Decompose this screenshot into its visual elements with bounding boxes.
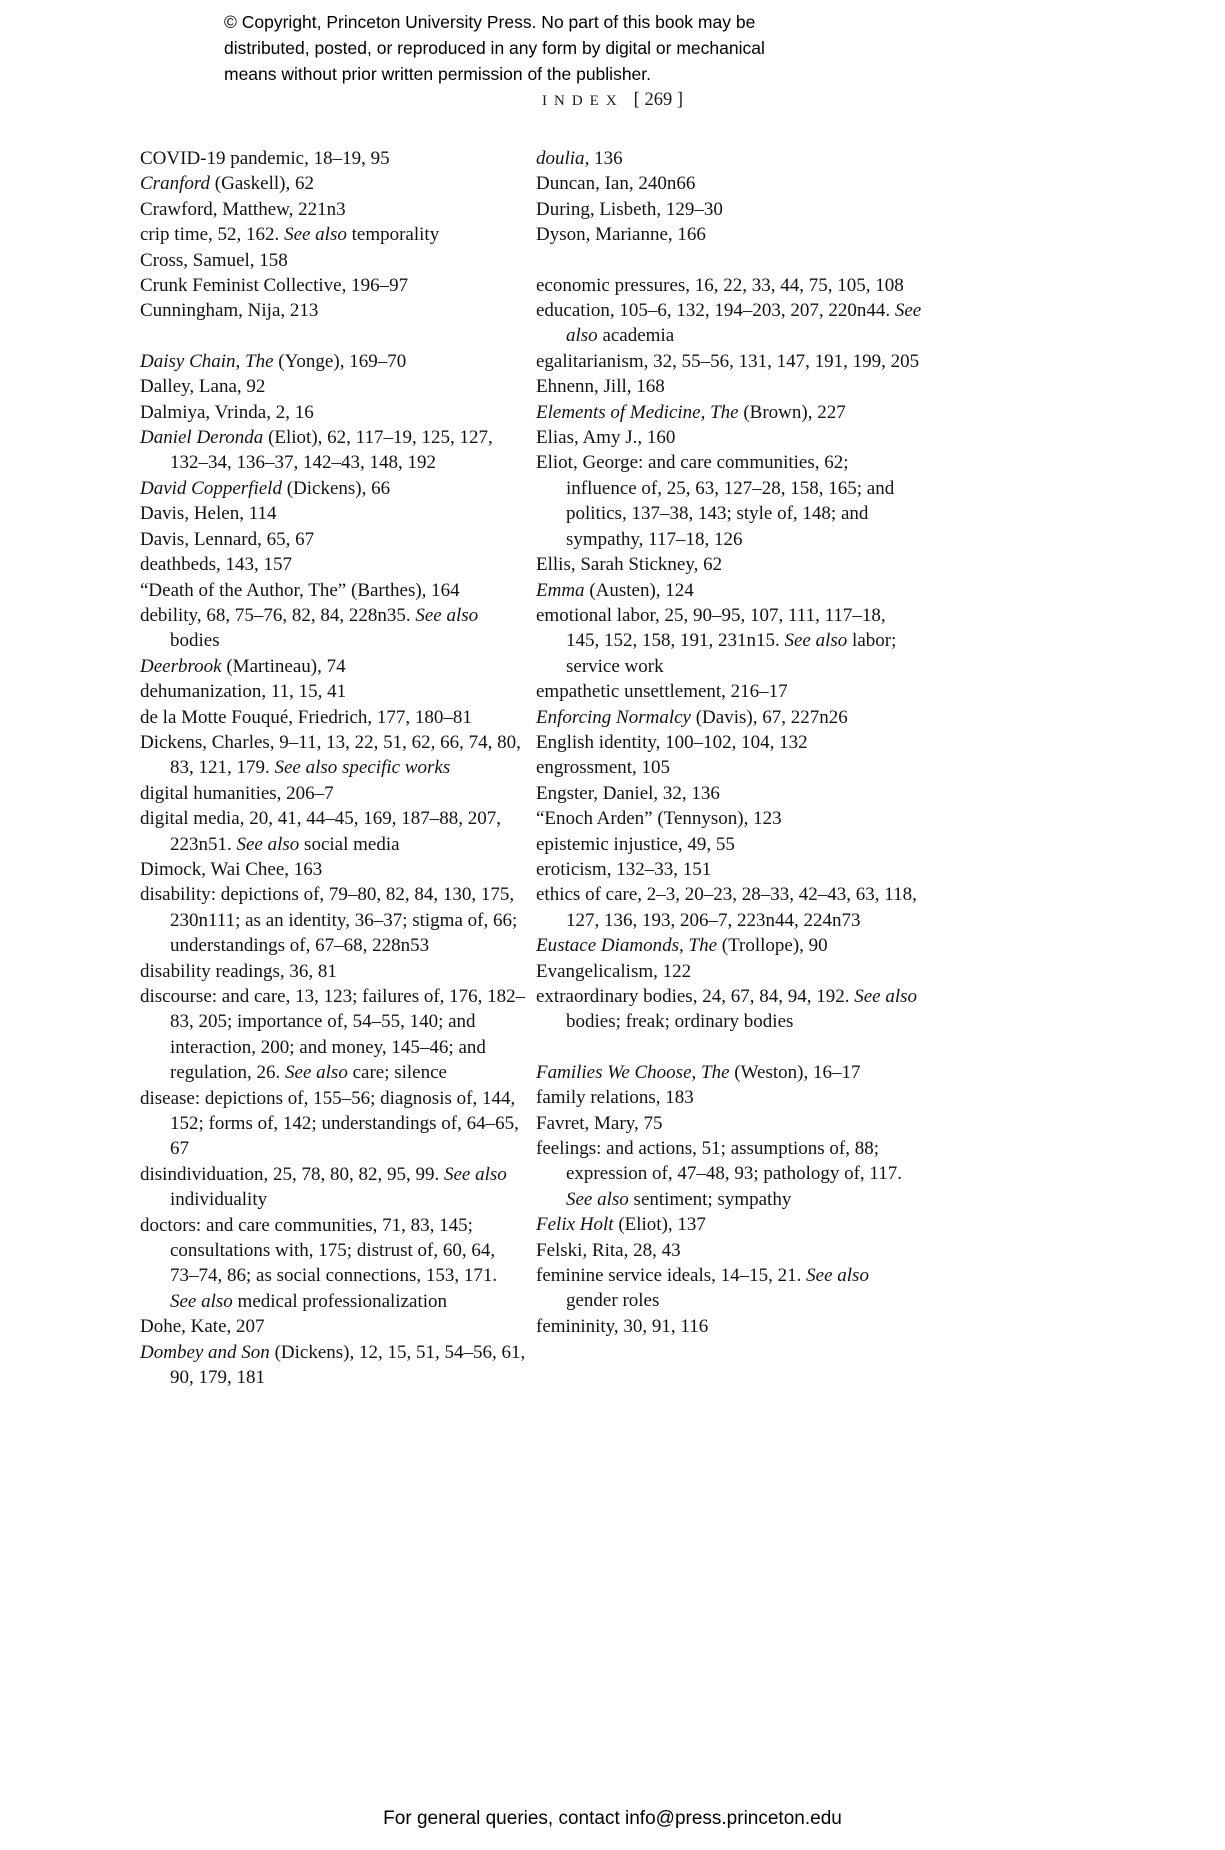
index-entry [536,806,922,831]
index-entry [140,959,526,984]
index-entry [140,400,526,425]
index-entry [536,197,922,222]
index-columns [140,146,1090,1391]
index-entry [140,146,526,171]
index-entry [536,679,922,704]
entry-segment: See also [170,1290,233,1312]
entry-segment: bodies [170,630,220,652]
entry-segment: crip time, 52, 162. [140,224,285,246]
index-entry [536,298,922,349]
index-entry [536,933,922,958]
entry-segment: (Dickens), 66 [281,477,391,499]
entry-segment: extraordinary bodies, 24, 67, 84, 94, 192. [536,986,855,1007]
index-entry [536,552,922,577]
index-entry [140,248,526,273]
entry-segment: (Brown), 227 [738,401,846,423]
entry-segment: epistemic injustice, 49, 55 [536,833,735,855]
index-entry [536,1136,922,1212]
entry-segment: See also specific works [274,757,451,779]
entry-segment: (Davis), 67, 227n26 [690,706,848,728]
entry-segment: Crawford, Matthew, 221n3 [140,198,346,220]
entry-segment: See also [444,1163,507,1185]
index-entry [140,349,526,374]
entry-segment: (Martineau), 74 [221,655,346,677]
entry-segment: medical professionalization [232,1290,448,1312]
index-entry [140,781,526,806]
entry-segment: “Death of the Author, The” (Barthes), 164 [140,579,460,601]
entry-segment: femininity, 30, 91, 116 [536,1315,709,1337]
entry-segment: (Eliot), 62, 117–19, 125, 127, 132–34, 136–37, 142–43, 148, 192 [170,427,493,474]
index-entry [140,984,526,1086]
index-entry [140,679,526,704]
entry-segment: Dalley, Lana, 92 [140,376,266,398]
entry-segment: Dyson, Marianne, 166 [536,224,706,246]
entry-segment: feminine service ideals, 14–15, 21. [536,1265,807,1287]
entry-segment: Dimock, Wai Chee, 163 [140,858,323,880]
entry-segment: care; silence [347,1062,447,1084]
index-entry [536,578,922,603]
entry-segment: emotional labor, 25, 90–95, 107, 111, 117–18, 145, 152, 158, 191, 231n15. [536,604,886,652]
index-entry [140,374,526,399]
entry-segment: Dalmiya, Vrinda, 2, 16 [140,401,314,423]
index-entry [140,501,526,526]
entry-segment: social media [299,833,400,855]
entry-segment: See also [284,224,347,246]
index-entry [536,1263,922,1314]
entry-segment: egalitarianism, 32, 55–56, 131, 147, 191, 199, 205 [536,350,920,372]
running-head [0,90,1225,111]
entry-segment: See also [854,986,917,1007]
page-number: [ 269 ] [633,90,683,110]
entry-segment: Elias, Amy J., 160 [536,427,676,449]
index-entry [140,222,526,247]
entry-segment: academia [597,325,675,347]
entry-segment: Elements of Medicine, The [536,401,739,423]
entry-segment: Eliot, George: and care communities, 62; influence of, 25, 63, 127–28, 158, 165; and politics, 137–38, 143; style of, 148; and sympathy, 117–18, 126 [536,452,895,550]
index-entry [536,959,922,984]
index-entry [140,806,526,857]
entry-segment: economic pressures, 16, 22, 33, 44, 75, 105, 108 [536,274,904,296]
index-column-right [536,146,922,1391]
entry-segment: labor; service work [566,630,897,677]
entry-segment: debility, 68, 75–76, 82, 84, 228n35. [140,604,416,626]
index-entry [536,603,922,679]
index-entry [536,1085,922,1110]
index-entry [140,552,526,577]
index-group [536,1060,922,1339]
entry-segment: See also [285,1062,348,1084]
entry-segment: , 136 [584,148,623,169]
index-entry [140,1213,526,1315]
entry-segment: doctors: and care communities, 71, 83, 145; consultations with, 175; distrust of, 60, 64, 73–74, 86; as social connections, 153, 171. [140,1214,498,1287]
index-entry [536,146,922,171]
index-entry [140,1340,526,1391]
entry-segment: Eustace Diamonds, The [536,935,718,957]
entry-segment: Dombey and Son [140,1341,270,1363]
index-group [140,349,526,1391]
entry-segment: deathbeds, 143, 157 [140,554,292,576]
entry-segment: Felix Holt [536,1214,614,1236]
entry-segment: Favret, Mary, 75 [536,1112,663,1134]
entry-segment: digital media, 20, 41, 44–45, 169, 187–88, 207, 223n51. [140,808,501,855]
entry-segment: See also [415,604,479,626]
entry-segment: digital humanities, 206–7 [140,782,334,804]
entry-segment: ethics of care, 2–3, 20–23, 28–33, 42–43, 63, 118, 127, 136, 193, 206–7, 223n44, 224n73 [536,884,917,931]
entry-segment: See also [806,1265,869,1287]
entry-segment: Cranford [140,173,211,195]
index-entry [536,273,922,298]
entry-segment: Dickens, Charles, 9–11, 13, 22, 51, 62, 66, 74, 80, 83, 121, 179. [140,731,521,779]
entry-segment: Ellis, Sarah Stickney, 62 [536,554,723,576]
index-entry [536,171,922,196]
entry-segment: Ehnenn, Jill, 168 [536,376,665,398]
index-entry [536,882,922,933]
entry-segment: See also [784,630,848,652]
index-group [140,146,526,324]
entry-segment: Deerbrook [140,655,222,677]
entry-segment: See also [566,300,922,347]
entry-segment: engrossment, 105 [536,757,671,779]
index-entry [536,832,922,857]
entry-segment: de la Motte Fouqué, Friedrich, 177, 180–81 [140,706,472,728]
index-entry [140,273,526,298]
index-entry [536,857,922,882]
entry-segment: dehumanization, 11, 15, 41 [140,681,347,703]
copyright-notice: © Copyright, Princeton University Press. No part of this book may be distributed, posted, or reproduced in any form by digital or mechanical means without prior written permission of the publisher. [224,12,765,84]
entry-segment: gender roles [566,1290,660,1312]
index-entry [140,654,526,679]
entry-segment: Crunk Feminist Collective, 196–97 [140,275,409,297]
index-entry [140,298,526,323]
index-entry [140,578,526,603]
entry-segment: Dohe, Kate, 207 [140,1316,265,1338]
index-entry [536,1238,922,1263]
entry-segment: (Yonge), 169–70 [273,350,407,372]
entry-segment: family relations, 183 [536,1087,694,1109]
index-entry [536,755,922,780]
entry-segment: temporality [346,224,440,246]
entry-segment: Cross, Samuel, 158 [140,249,288,271]
index-entry [536,222,922,247]
index-entry [536,781,922,806]
entry-segment: feelings: and actions, 51; assumptions of, 88; expression of, 47–48, 93; pathology of, 117. [536,1138,902,1185]
entry-segment: discourse: and care, 13, 123; failures of, 176, 182–83, 205; importance of, 54–55, 140; and interaction, 200; and money, 145–46; and regulation, 26. [140,986,526,1084]
index-entry [536,349,922,374]
index-entry [536,1212,922,1237]
entry-segment: “Enoch Arden” (Tennyson), 123 [536,808,782,830]
entry-segment: David Copperfield [140,477,282,499]
entry-segment: disability readings, 36, 81 [140,960,337,982]
entry-segment: Daniel Deronda [140,427,264,449]
entry-segment: Enforcing Normalcy [536,706,691,728]
entry-segment: Cunningham, Nija, 213 [140,300,319,322]
index-label: INDEX [542,93,624,109]
footer-queries: For general queries, contact info@press.princeton.edu [383,1808,842,1829]
entry-segment: (Austen), 124 [584,579,694,601]
index-entry [536,1111,922,1136]
entry-segment: (Dickens), 12, 15, 51, 54–56, 61, 90, 179, 181 [170,1341,526,1389]
entry-segment: Daisy Chain, The [140,350,274,372]
entry-segment: (Trollope), 90 [717,935,828,957]
index-entry [536,374,922,399]
index-entry [140,171,526,196]
entry-segment: eroticism, 132–33, 151 [536,858,712,880]
index-entry [140,527,526,552]
index-entry [536,730,922,755]
index-entry [536,425,922,450]
index-group [536,273,922,1035]
index-entry [140,705,526,730]
entry-segment: Evangelicalism, 122 [536,960,692,982]
entry-segment: disease: depictions of, 155–56; diagnosis of, 144, 152; forms of, 142; understandings of, 64–65, 67 [140,1087,519,1160]
entry-segment: See also [236,833,300,855]
entry-segment: sentiment; sympathy [628,1188,792,1210]
index-entry [140,476,526,501]
entry-segment: (Gaskell), 62 [210,173,314,195]
entry-segment: (Weston), 16–17 [729,1061,861,1083]
entry-segment: See also [566,1188,629,1210]
entry-segment: (Eliot), 137 [613,1214,706,1236]
entry-segment: During, Lisbeth, 129–30 [536,198,723,220]
index-entry [140,1162,526,1213]
index-entry [140,882,526,958]
entry-segment: doulia [536,148,585,169]
index-group [536,146,922,248]
index-entry [140,425,526,476]
entry-segment: individuality [170,1189,268,1211]
index-entry [140,1314,526,1339]
index-entry [536,400,922,425]
index-entry [536,1060,922,1085]
index-entry [140,603,526,654]
index-entry [536,450,922,552]
entry-segment: education, 105–6, 132, 194–203, 207, 220n44. [536,300,895,322]
entry-segment: disindividuation, 25, 78, 80, 82, 95, 99. [140,1163,444,1185]
entry-segment: Davis, Lennard, 65, 67 [140,528,315,550]
entry-segment: Duncan, Ian, 240n66 [536,173,696,195]
index-column-left [140,146,526,1391]
entry-segment: English identity, 100–102, 104, 132 [536,731,808,753]
entry-segment: empathetic unsettlement, 216–17 [536,681,788,703]
index-entry [140,730,526,781]
entry-segment: Emma [536,579,585,601]
index-entry [140,857,526,882]
entry-segment: Davis, Helen, 114 [140,503,277,525]
entry-segment: bodies; freak; ordinary bodies [566,1011,794,1033]
entry-segment: Families We Choose, The [536,1061,730,1083]
entry-segment: disability: depictions of, 79–80, 82, 84, 130, 175, 230n111; as an identity, 36–37; stigma of, 66; understandings of, 67–68, 228n53 [140,884,518,957]
entry-segment: Engster, Daniel, 32, 136 [536,782,720,804]
entry-segment: Felski, Rita, 28, 43 [536,1239,681,1261]
index-entry [536,984,922,1035]
index-entry [140,1086,526,1162]
index-entry [536,1314,922,1339]
entry-segment: COVID-19 pandemic, 18–19, 95 [140,148,390,169]
index-entry [536,705,922,730]
index-entry [140,197,526,222]
